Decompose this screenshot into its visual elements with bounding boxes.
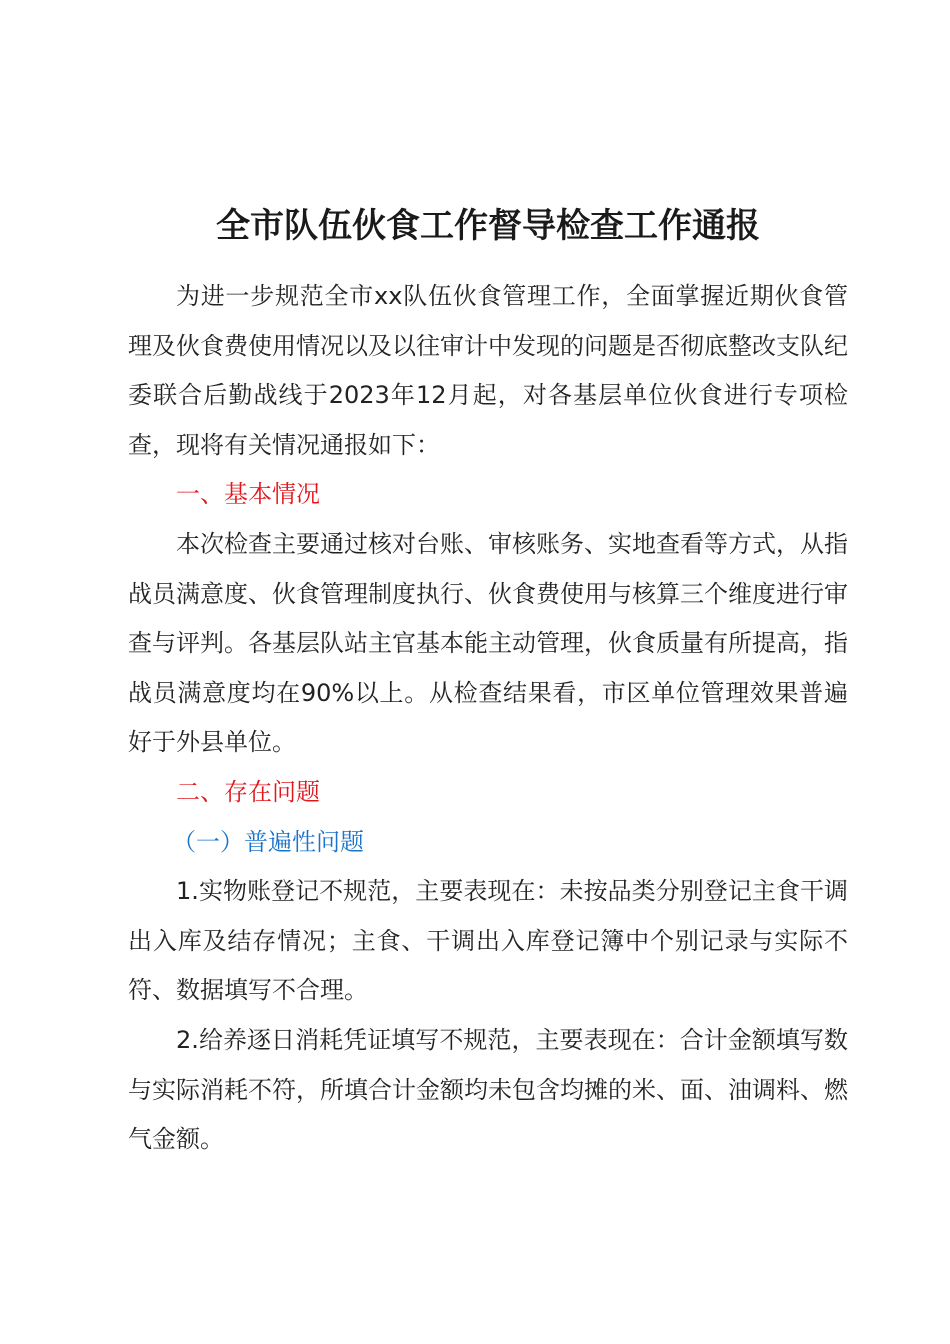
- section-heading-existing-problems: 二、存在问题: [176, 777, 320, 806]
- section-heading-basic-situation: 一、基本情况: [176, 480, 320, 509]
- document-title: 全市队伍伙食工作督导检查工作通报: [216, 206, 760, 246]
- document-page: [128, 200, 848, 1165]
- intro-paragraph: 为进一步规范全市xx队伍伙食管理工作，全面掌握近期伙食管理及伙食费使用情况以及以往审计中发现的问题是否彻底整改支队纪委联合后勤战线于2023年12月起，对各基层单位伙食进行专项检查，现将有关情况通报如下：: [128, 282, 848, 459]
- problem-item-2: 2.给养逐日消耗凭证填写不规范，主要表现在：合计金额填写数与实际消耗不符，所填合计金额均未包含均摊的米、面、油调料、燃气金额。: [128, 1025, 848, 1154]
- basic-situation-paragraph: 本次检查主要通过核对台账、审核账务、实地查看等方式，从指战员满意度、伙食管理制度执行、伙食费使用与核算三个维度进行审查与评判。各基层队站主官基本能主动管理，伙食质量有所提高，指战员满意度均在90%以上。从检查结果看，市区单位管理效果普遍好于外县单位。: [128, 529, 848, 757]
- problem-item-1: 1.实物账登记不规范，主要表现在：未按品类分别登记主食干调出入库及结存情况；主食、干调出入库登记簿中个别记录与实际不符、数据填写不合理。: [128, 877, 848, 1005]
- subsection-heading-common-problems: （一）普遍性问题: [172, 827, 364, 856]
